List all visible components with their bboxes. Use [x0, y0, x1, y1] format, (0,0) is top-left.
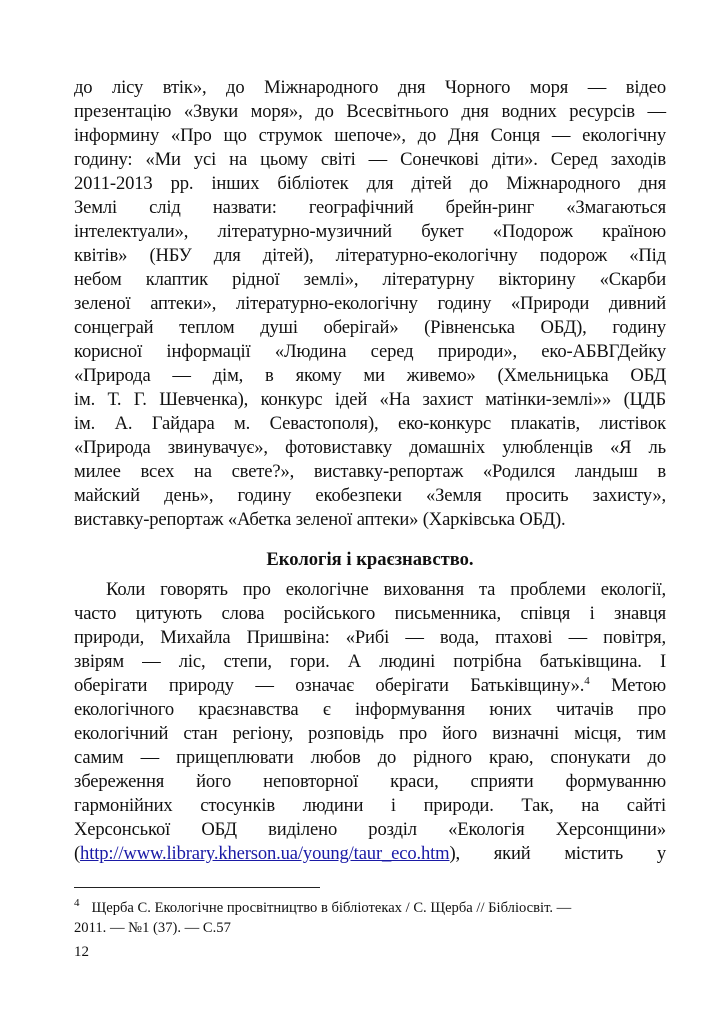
text-line: презентацію «Звуки моря», до Всесвітнього дня водних ресурсів —	[74, 101, 666, 122]
text-line	[74, 674, 666, 698]
page-number: 12	[74, 944, 89, 960]
text-line: виставку-репортаж «Абетка зеленої аптеки» (Харківська ОБД).	[74, 509, 566, 530]
text-line: годину: «Ми усі на цьому світі — Сонечкові діти». Серед заходів	[74, 149, 666, 170]
text-segment: (	[74, 843, 81, 864]
text-segment: ), який містить у	[449, 843, 666, 864]
section-heading: Екологія і краєзнавство.	[266, 549, 474, 570]
footnote-divider	[74, 887, 320, 888]
text-line: інформину «Про що струмок шепоче», до Дня Сонця — екологічну	[74, 125, 666, 146]
text-line: «Природа звинувачує», фотовиставку домашніх улюбленців «Я ль	[74, 437, 666, 458]
text-line: збереження його неповторної краси, сприяти формуванню	[74, 771, 666, 792]
text-line: квітів» (НБУ для дітей), літературно-екологічну подорож «Під	[74, 245, 666, 266]
footnote-reference[interactable]: 4	[584, 674, 590, 687]
footnote-line	[74, 898, 666, 918]
text-line: природи, Михайла Пришвіна: «Рибі — вода, птахові — повітря,	[74, 627, 666, 648]
url-link[interactable]: http://www.library.kherson.ua/young/taur_eco.htm	[80, 843, 450, 864]
text-line: небом клаптик рідної землі», літературну вікторину «Скарби	[74, 269, 666, 290]
text-line: Землі слід назвати: географічний брейн-ринг «Змагаються	[74, 197, 666, 218]
text-line: гармонійних стосунків людини і природи. Так, на сайті	[74, 795, 666, 816]
text-segment: оберігати природу — означає оберігати Батьківщину».	[74, 675, 585, 696]
text-segment: Метою	[589, 675, 667, 696]
text-line: корисної інформації «Людина серед природи», еко-АБВГДейку	[74, 341, 666, 362]
text-line: майский день», годину екобезпеки «Земля просить захисту»,	[74, 485, 666, 506]
text-line: милее всех на свете?», виставку-репортаж «Родился ландыш в	[74, 461, 666, 482]
text-line: екологічний стан регіону, розповідь про його визначні місця, тим	[74, 723, 666, 744]
text-line: до лісу втік», до Міжнародного дня Чорного моря — відео	[74, 77, 666, 98]
text-line: зеленої аптеки», літературно-екологічну годину «Природи дивний	[74, 293, 666, 314]
text-line: ім. Т. Г. Шевченка), конкурс ідей «На захист матінки-землі»» (ЦДБ	[74, 389, 666, 410]
footnote-text: Щерба С. Екологічне просвітництво в бібліотеках / С. Щерба // Бібліосвіт. —	[91, 900, 572, 916]
text-line: сонцеграй теплом душі оберігай» (Рівненська ОБД), годину	[74, 317, 666, 338]
footnote-line: 2011. — №1 (37). — С.57	[74, 920, 231, 936]
footnote-marker: 4	[74, 897, 80, 910]
text-line: «Природа — дім, в якому ми живемо» (Хмельницька ОБД	[74, 365, 666, 386]
text-line	[74, 842, 666, 866]
text-line: Херсонської ОБД виділено розділ «Екологія Херсонщини»	[74, 819, 666, 840]
text-line: екологічного краєзнавства є інформування юних читачів про	[74, 699, 666, 720]
text-line: ім. А. Гайдара м. Севастополя), еко-конкурс плакатів, листівок	[74, 413, 666, 434]
text-line: Коли говорять про екологічне виховання та проблеми екології,	[106, 579, 666, 600]
text-line: самим — прищеплювати любов до рідного краю, спонукати до	[74, 747, 666, 768]
text-line: звірям — ліс, степи, гори. А людині потрібна батьківщина. І	[74, 651, 666, 672]
text-line: 2011-2013 рр. інших бібліотек для дітей до Міжнародного дня	[74, 173, 666, 194]
text-line: інтелектуали», літературно-музичний букет «Подорож країною	[74, 221, 666, 242]
text-line: часто цитують слова російського письменника, співця і знавця	[74, 603, 666, 624]
